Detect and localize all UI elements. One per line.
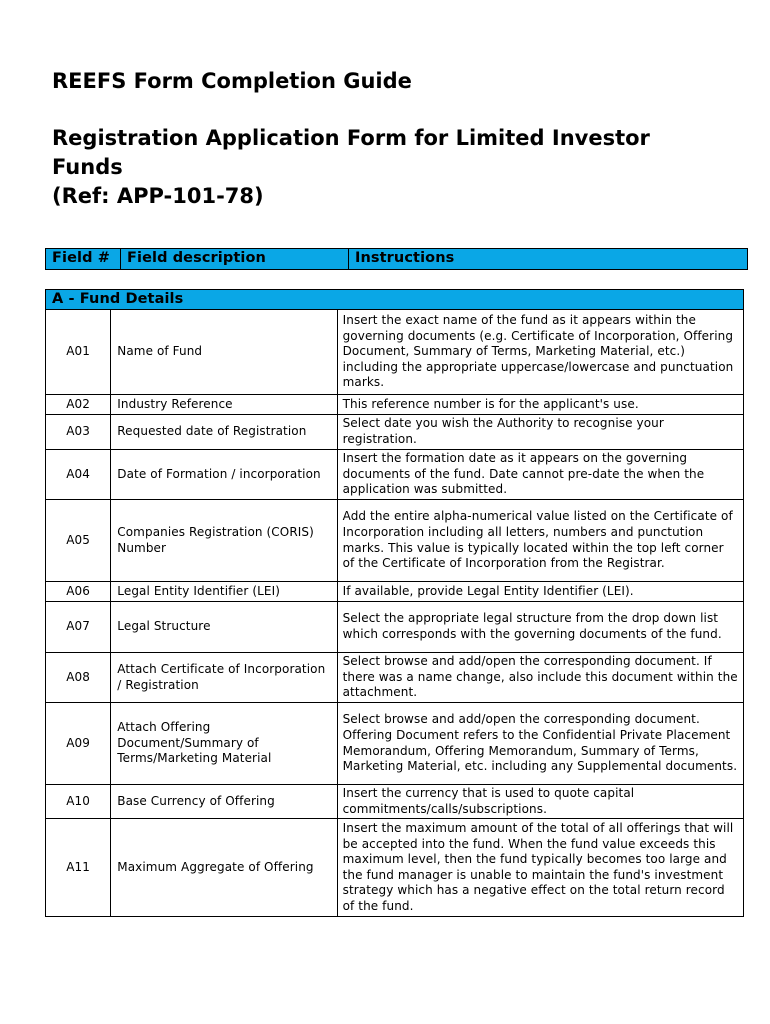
field-instructions: Select the appropriate legal structure from the drop down list which corresponds with the governing documents of the fund. [337, 602, 743, 653]
field-description: Base Currency of Offering [111, 785, 337, 819]
document-header [52, 66, 742, 211]
document-subtitle-line2: Funds [52, 155, 123, 179]
header-field-num: Field # [46, 249, 121, 270]
field-description: Legal Entity Identifier (LEI) [111, 582, 337, 602]
field-description: Requested date of Registration [111, 415, 337, 450]
field-number: A04 [46, 450, 111, 500]
table-row [46, 500, 744, 582]
field-number: A06 [46, 582, 111, 602]
field-number: A07 [46, 602, 111, 653]
table-row [46, 653, 744, 703]
section-header-row [46, 290, 744, 310]
field-number: A08 [46, 653, 111, 703]
field-instructions: Insert the currency that is used to quote capital commitments/calls/subscriptions. [337, 785, 743, 819]
document-subtitle-line1: Registration Application Form for Limited Investor [52, 126, 650, 150]
table-row [46, 819, 744, 917]
field-number: A10 [46, 785, 111, 819]
field-description: Legal Structure [111, 602, 337, 653]
table-row [46, 450, 744, 500]
header-instructions: Instructions [349, 249, 748, 270]
field-instructions: Insert the maximum amount of the total of all offerings that will be accepted into the fund. When the fund value exceeds this maximum level, then the fund typically becomes too large and the fund manager is unable to maintain the fund's investment strategy which has a negative effect on the total return record of the fund. [337, 819, 743, 917]
table-row [46, 415, 744, 450]
field-description: Attach Certificate of Incorporation / Registration [111, 653, 337, 703]
field-description: Date of Formation / incorporation [111, 450, 337, 500]
table-row [46, 785, 744, 819]
column-header-row [46, 249, 748, 270]
field-instructions: This reference number is for the applicant's use. [337, 395, 743, 415]
field-instructions: If available, provide Legal Entity Identifier (LEI). [337, 582, 743, 602]
document-title: REEFS Form Completion Guide [52, 69, 412, 93]
field-instructions: Select browse and add/open the corresponding document. Offering Document refers to the Confidential Private Placement Memorandum, Offering Memorandum, Summary of Terms, Marketing Material, etc. including any Supplemental documents. [337, 703, 743, 785]
document-reference: (Ref: APP-101-78) [52, 184, 264, 208]
field-instructions: Insert the exact name of the fund as it appears within the governing documents (e.g. Certificate of Incorporation, Offering Document, Summary of Terms, Marketing Material, etc.) including the appropriate uppercase/lowercase and punctuation marks. [337, 310, 743, 395]
table-row [46, 602, 744, 653]
table-row [46, 582, 744, 602]
column-header-table [45, 248, 748, 270]
field-instructions: Select date you wish the Authority to recognise your registration. [337, 415, 743, 450]
table-row [46, 395, 744, 415]
field-number: A11 [46, 819, 111, 917]
section-title: A - Fund Details [46, 290, 744, 310]
fund-details-table [45, 289, 744, 917]
field-description: Industry Reference [111, 395, 337, 415]
table-row [46, 703, 744, 785]
header-field-description: Field description [121, 249, 349, 270]
field-number: A09 [46, 703, 111, 785]
field-number: A01 [46, 310, 111, 395]
field-description: Attach Offering Document/Summary of Terms/Marketing Material [111, 703, 337, 785]
field-number: A02 [46, 395, 111, 415]
field-description: Maximum Aggregate of Offering [111, 819, 337, 917]
field-description: Companies Registration (CORIS) Number [111, 500, 337, 582]
field-instructions: Add the entire alpha-numerical value listed on the Certificate of Incorporation including all letters, numbers and punctution marks. This value is typically located within the top left corner of the Certificate of Incorporation from the Registrar. [337, 500, 743, 582]
field-number: A05 [46, 500, 111, 582]
table-row [46, 310, 744, 395]
field-instructions: Insert the formation date as it appears on the governing documents of the fund. Date cannot pre-date the when the application was submitted. [337, 450, 743, 500]
field-description: Name of Fund [111, 310, 337, 395]
field-number: A03 [46, 415, 111, 450]
field-instructions: Select browse and add/open the corresponding document. If there was a name change, also include this document within the attachment. [337, 653, 743, 703]
